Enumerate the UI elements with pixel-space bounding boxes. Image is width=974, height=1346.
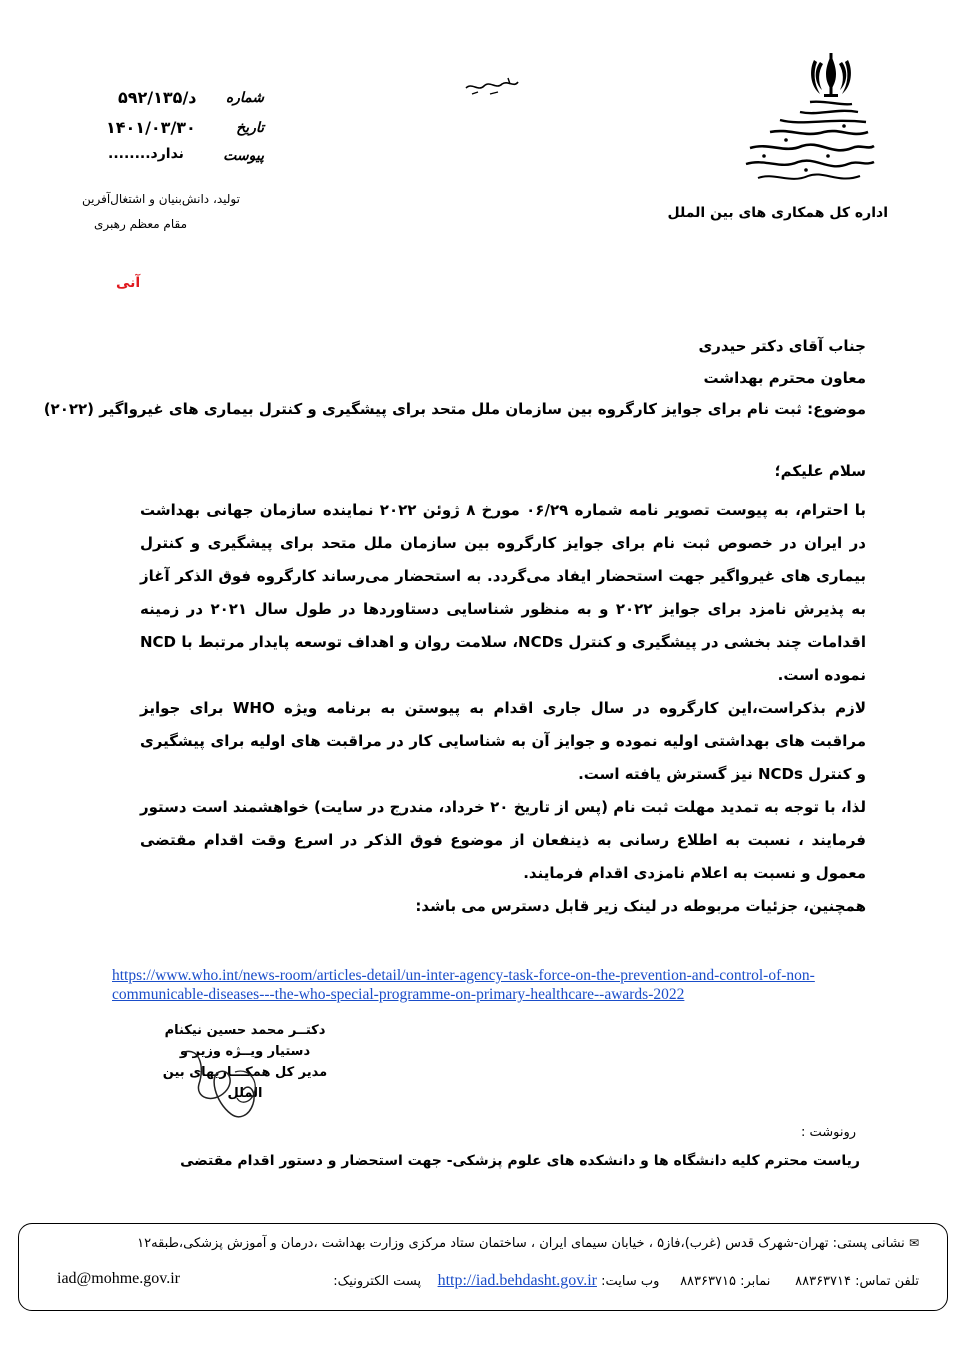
body-paragraph: لذا، با توجه به تمدید مهلت ثبت نام (پس از تاریخ ۲۰ خرداد، مندرج در سایت) خواهشمند است دستور فرمایند ، نسبت به اطلاع رسانی به ذینفعان از موضوع فوق الذکر در اسرع وقت اقدام مقتضی معمول و نسبت به اعلام نامزدی اقدام فرمایند. (140, 798, 866, 882)
who-awards-link[interactable]: https://www.who.int/news-room/articles-detail/un-inter-agency-task-force-on-the-prevention-and-control-of-non-communicable-diseases---the-who-special-programme-on-primary-healthcare--awards-2022 (112, 967, 815, 1003)
urgency-label: آنی (116, 275, 141, 291)
letter-date: ۱۴۰۱/۰۳/۳۰ (106, 118, 196, 137)
iran-emblem-icon (808, 52, 854, 100)
body-paragraph: با احترام، به پیوست تصویر نامه شماره ۰۶/۲۹ مورخ ۸ ژوئن ۲۰۲۲ نماینده سازمان جهانی بهداشت در ایران در خصوص ثبت نام برای جوایز کارگروه بین سازمان ملل متحد برای پیشگیری و کنترل بیماری های غیرواگیر جهت استحضار ایفاد می‌گردد. به استحضار می‌رساند کارگروه فوق الذکر آغاز به پذیرش نامزد برای جوایز ۲۰۲۲ و به منظور شناسایی دستاوردها در طول سال ۲۰۲۱ در زمینه اقدامات چند بخشی در پیشگیری و کنترل NCDs، سلامت روان و اهداف توسعه پایدار مرتبط با NCD نموده است. (140, 501, 866, 684)
phone-label: تلفن تماس: (855, 1274, 919, 1289)
letter-subject: موضوع: ثبت نام برای جوایز کارگروه بین سازمان ملل متحد برای پیشگیری و کنترل بیماری های غیرواگیر (۲۰۲۲) (43, 400, 866, 418)
department-title: اداره کل همکاری های بین الملل (667, 205, 888, 221)
website-link[interactable]: http://iad.behdasht.gov.ir (437, 1272, 597, 1289)
footer-contact (333, 1272, 919, 1290)
mail-icon: ✉ (908, 1236, 919, 1250)
letter-attachment: ........ندارد (108, 146, 184, 162)
fax-number: ۸۸۳۶۳۷۱۵ (680, 1274, 736, 1289)
email-address[interactable]: iad@mohme.gov.ir (57, 1270, 181, 1287)
footer-address (137, 1236, 919, 1251)
body-paragraph: همچنین، جزئیات مربوطه در لینک زیر قابل دسترس می باشد: (415, 897, 866, 915)
cc-label: رونوشت : (800, 1125, 856, 1140)
slogan-line: تولید، دانش‌بنیان و اشتغال‌آفرین (82, 192, 240, 206)
letter-metadata (104, 86, 264, 170)
letter-number-label: شماره (225, 90, 264, 106)
fax-label: نمابر: (740, 1274, 771, 1289)
ministry-calligraphy-logo (740, 98, 880, 190)
phone-number: ۸۸۳۶۳۷۱۴ (795, 1274, 851, 1289)
letter-date-label: تاریخ (236, 120, 264, 136)
email-label: پست الکترونیک: (333, 1274, 422, 1289)
recipient-name: جناب آقای دکتر حیدری (698, 337, 866, 355)
cc-recipients: ریاست محترم کلیه دانشگاه ها و دانشکده های علوم پزشکی- جهت استحضار و دستور اقدام مقتضی (180, 1153, 860, 1169)
postal-address: نشانی پستی: تهران-شهرک قدس (غرب)،فاز۵ ، خیابان سیمای ایران ، ساختمان ستاد مرکزی وزارت بهداشت ،درمان و آموزش پزشکی،طبقه۱۲ (137, 1236, 905, 1251)
signatory-title: مدیر کل همکـــاریهای بین الملل (162, 1065, 328, 1101)
website-label: وب سایت: (601, 1274, 660, 1289)
letter-body (140, 494, 866, 923)
letter-attachment-label: پیوست (223, 148, 264, 164)
letter-number: د/۵۹۲/۱۳۵ (118, 88, 197, 107)
body-paragraph: لازم بذکراست،این کارگروه در سال جاری اقدام به پیوستن به برنامه ویژه WHO برای جوایز مراقبت های بهداشتی اولیه نموده و جوایز آن به شناسایی کار در مراقبت های اولیه برای پیشگیری و کنترل NCDs نیز گسترش یافته است. (140, 699, 866, 783)
signatory-title: دستیار ویــژه وزیر و (179, 1044, 311, 1059)
besmeh-calligraphy (462, 74, 522, 98)
footer (18, 1223, 948, 1311)
greeting: سلام علیکم؛ (774, 462, 866, 480)
recipient-role: معاون محترم بهداشت (703, 369, 866, 387)
slogan-attribution: مقام معظم رهبری (94, 217, 188, 231)
handwritten-signature (165, 1032, 290, 1132)
signatory-name: دکتــر محمد حسین نیکنام (164, 1023, 326, 1038)
